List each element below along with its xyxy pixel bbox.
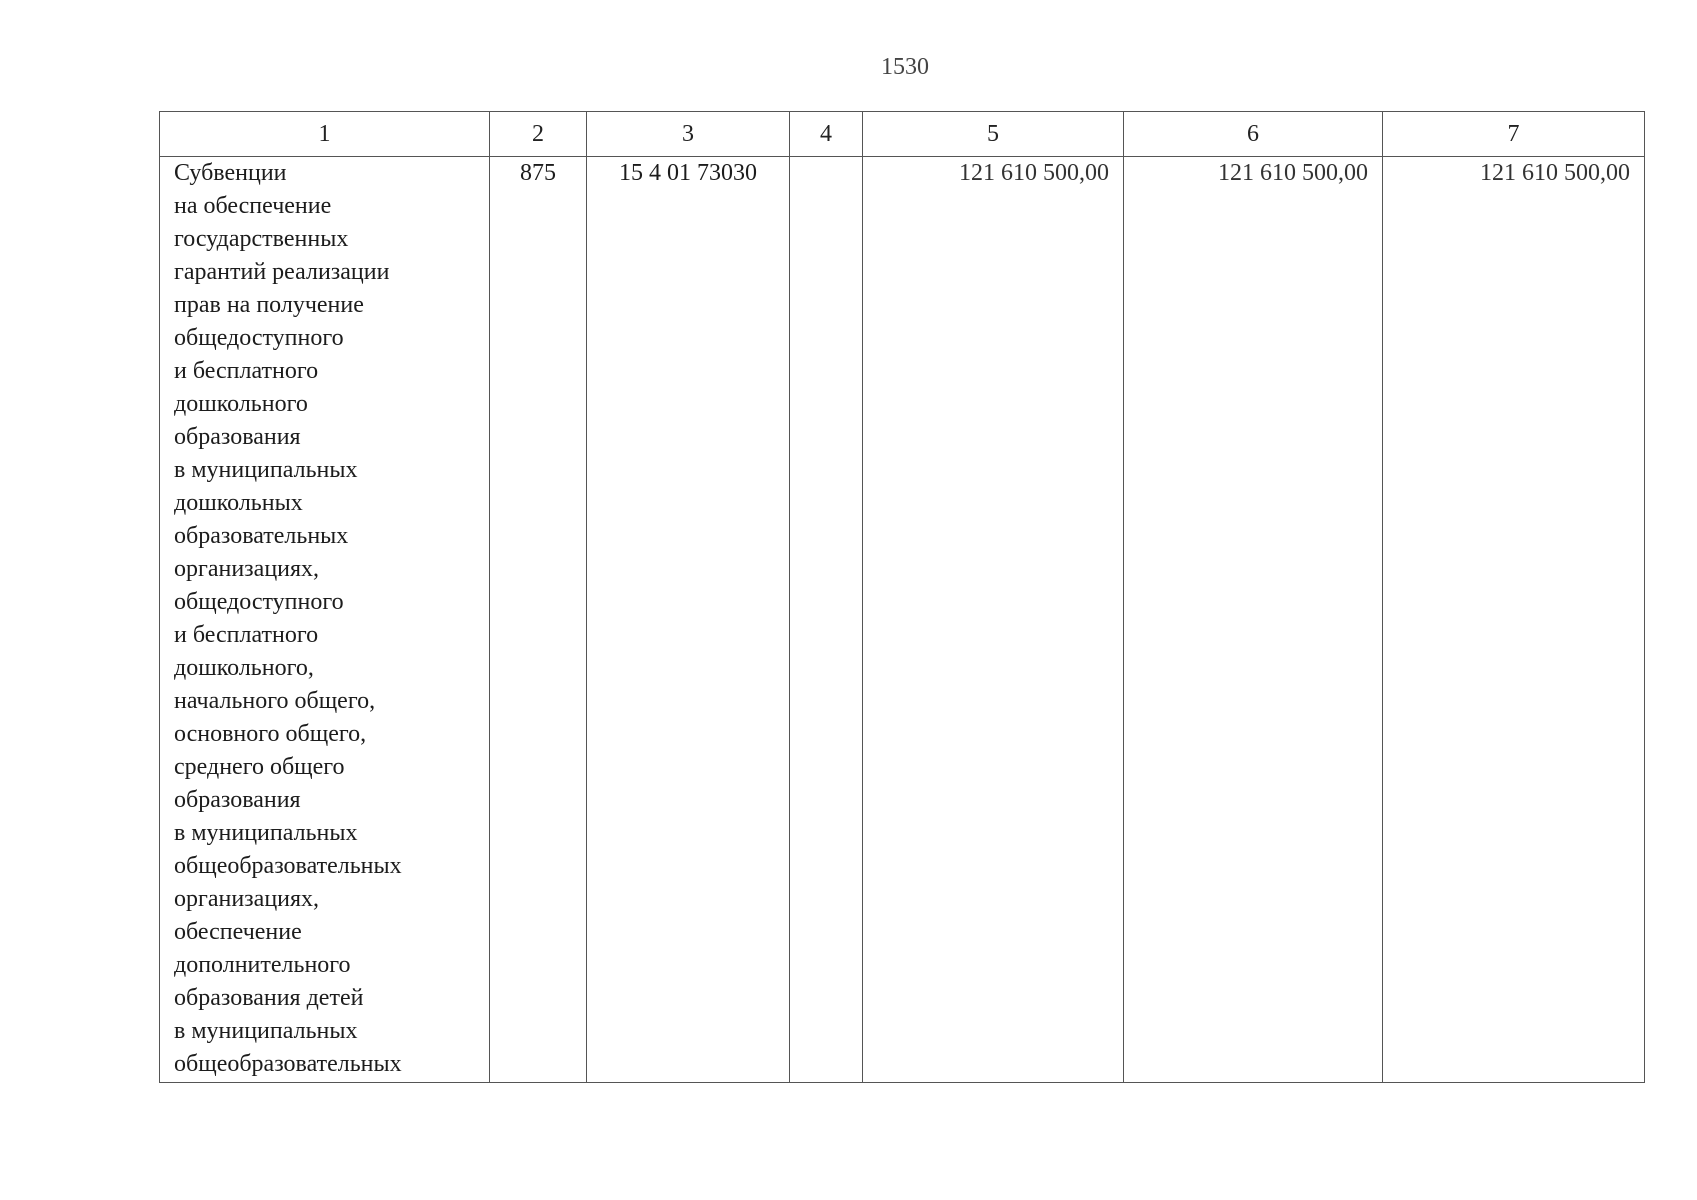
cell-sum-5: 121 610 500,00 — [863, 157, 1124, 1083]
cell-csr: 15 4 01 73030 — [587, 157, 790, 1083]
header-row — [160, 112, 1645, 157]
cell-sum-6: 121 610 500,00 — [1124, 157, 1383, 1083]
cell-grbs: 875 — [490, 157, 587, 1083]
cell-name: Субвенции на обеспечение государственных гарантий реализации прав на получение общедоступного и бесплатного дошкольного образования в муниципальных дошкольных образовательных организациях, общедоступного и бесплатного дошкольного, начального общего, основного общего, среднего общего образования в муниципальных общеобразовательных организациях, обеспечение дополнительного образования детей в муниципальных общеобразовательных — [160, 157, 490, 1083]
header-col-4: 4 — [790, 112, 863, 157]
header-col-7: 7 — [1383, 112, 1645, 157]
header-col-5: 5 — [863, 112, 1124, 157]
cell-vr — [790, 157, 863, 1083]
page-number: 1530 — [881, 54, 929, 80]
header-col-3: 3 — [587, 112, 790, 157]
table-row — [160, 157, 1645, 1083]
header-col-2: 2 — [490, 112, 587, 157]
cell-sum-7: 121 610 500,00 — [1383, 157, 1645, 1083]
header-col-1: 1 — [160, 112, 490, 157]
header-col-6: 6 — [1124, 112, 1383, 157]
budget-table — [159, 111, 1645, 1083]
